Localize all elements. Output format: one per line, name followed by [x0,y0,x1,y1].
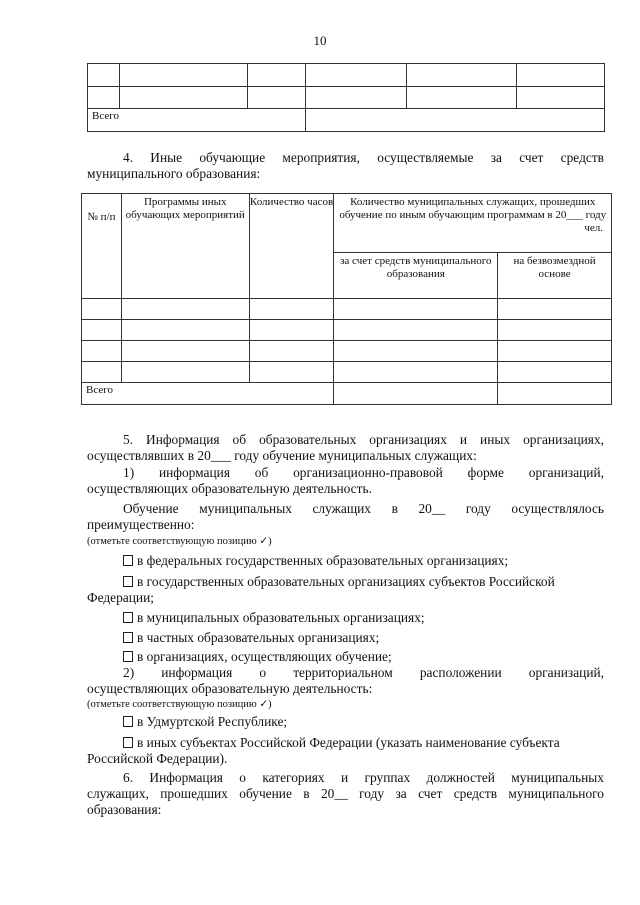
option-other-regions-cont: Российской Федерации). [87,751,228,766]
checkbox-icon[interactable] [123,612,133,623]
option-udmurtia[interactable]: в Удмуртской Республике; [123,714,604,730]
option-other-regions[interactable]: в иных субъектах Российской Федерации (указать наименование субъекта [123,735,604,751]
training-line: Обучение муниципальных служащих в 20__ году осуществлялось [123,501,604,516]
mark-note: (отметьте соответствующую позицию ✓) [87,536,272,547]
table-total-label: Всего [88,109,306,132]
checkbox-icon[interactable] [123,737,133,748]
col-count-header: Количество муниципальных служащих, прошедших обучение по иным обучающим программам в 20___ году чел. [334,194,612,253]
col-programs-header: Программы иных обучающих мероприятий [121,194,249,299]
section5-item1: 1) информация об организационно-правовой форме организаций, [123,465,604,480]
option-regional-cont: Федерации; [87,590,154,605]
checkbox-icon[interactable] [123,632,133,643]
section6-heading-cont: служащих, прошедших обучение в 20__ году за счет средств муниципального [87,786,604,801]
page-number: 10 [313,33,327,48]
section6-heading-end: образования: [87,802,162,817]
other-training-table [81,193,612,405]
checkbox-icon[interactable] [123,716,133,727]
option-federal[interactable]: в федеральных государственных образовательных организациях; [123,553,604,569]
section5-item2: 2) информация о территориальном расположении организаций, [123,665,604,680]
col-num-header: № п/п [82,194,122,299]
col-free-header: на безвозмездной основе [498,253,612,299]
option-other-orgs[interactable]: в организациях, осуществляющих обучение; [123,649,604,665]
col-hours-header: Количество часов [249,194,334,299]
table-total-label: Всего [82,383,334,405]
continued-table [87,63,605,132]
section5-item1-cont: осуществляющих образовательную деятельность. [87,481,372,496]
option-private[interactable]: в частных образовательных организациях; [123,630,604,646]
section5-item2-cont: осуществляющих образовательную деятельность: [87,681,373,696]
checkbox-icon[interactable] [123,555,133,566]
option-municipal[interactable]: в муниципальных образовательных организациях; [123,610,604,626]
section5-heading-cont: осуществлявших в 20___ году обучение муниципальных служащих: [87,448,477,463]
section6-heading: 6. Информация о категориях и группах должностей муниципальных [123,770,604,785]
training-line-cont: преимущественно: [87,517,195,532]
option-regional[interactable]: в государственных образовательных организациях субъектов Российской [123,574,604,590]
section5-heading: 5. Информация об образовательных организациях и иных организациях, [123,432,604,447]
section4-heading-cont: муниципального образования: [87,166,261,181]
section4-heading: 4. Иные обучающие мероприятия, осуществляемые за счет средств [123,150,604,165]
checkbox-icon[interactable] [123,651,133,662]
mark-note-2: (отметьте соответствующую позицию ✓) [87,699,272,710]
checkbox-icon[interactable] [123,576,133,587]
col-count-unit: чел. [584,222,603,234]
col-municipal-header: за счет средств муниципального образования [334,253,498,299]
